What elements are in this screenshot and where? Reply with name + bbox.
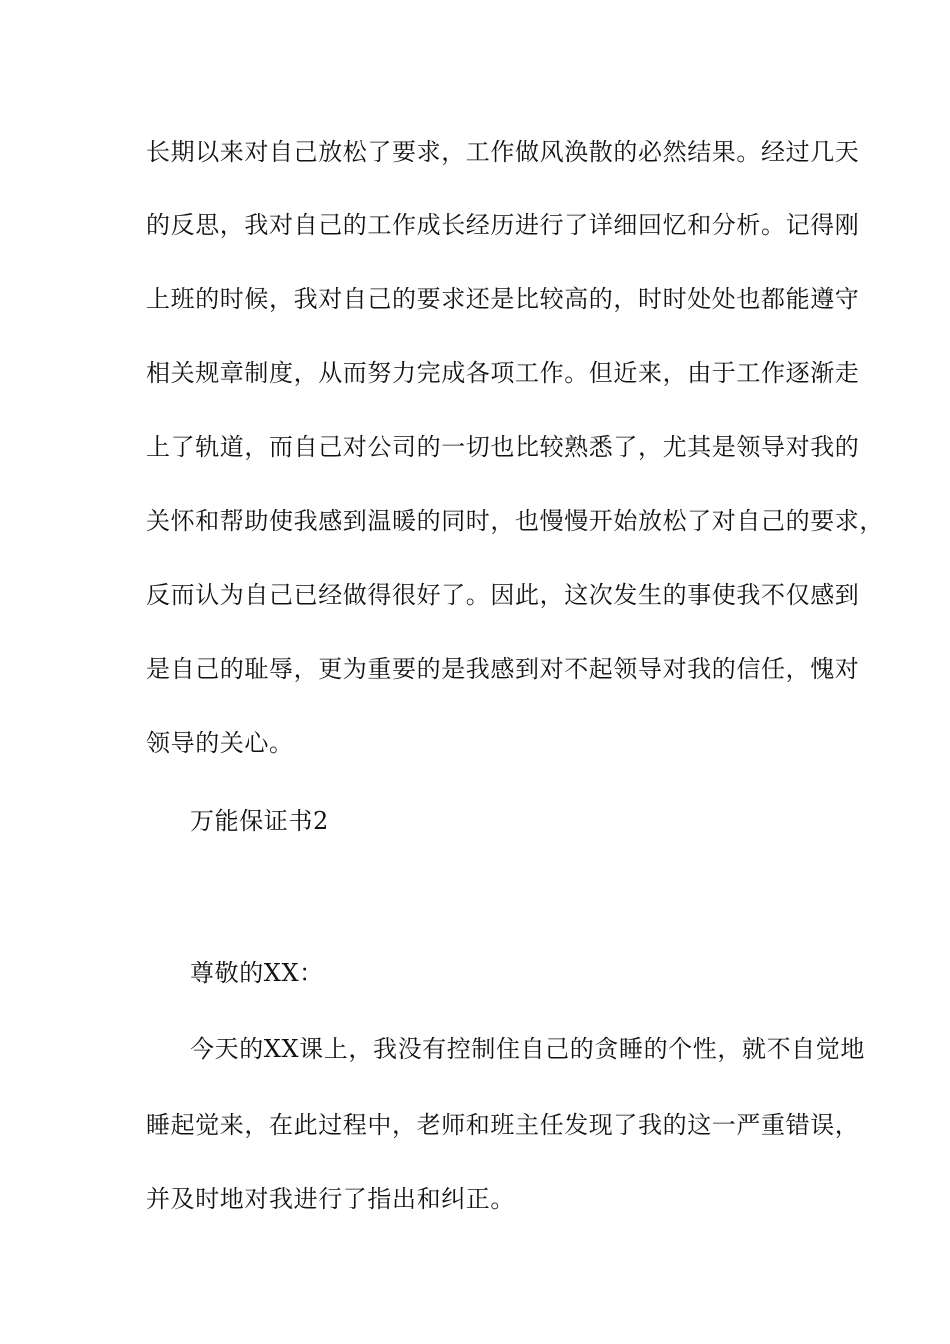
paragraph-line: 领导的关心。 <box>146 729 294 757</box>
paragraph-line: 上了轨道，而自己对公司的一切也比较熟悉了，尤其是领导对我的 <box>146 433 860 461</box>
paragraph-line: 关怀和帮助使我感到温暖的同时，也慢慢开始放松了对自己的要求， <box>146 507 884 535</box>
paragraph-line: 反而认为自己已经做得很好了。因此，这次发生的事使我不仅感到 <box>146 581 860 609</box>
paragraph-line: 今天的XX课上，我没有控制住自己的贪睡的个性，就不自觉地 <box>190 1035 865 1063</box>
paragraph-line: 的反思，我对自己的工作成长经历进行了详细回忆和分析。记得刚 <box>146 211 860 239</box>
paragraph-line: 并及时地对我进行了指出和纠正。 <box>146 1185 515 1213</box>
paragraph-line: 是自己的耻辱，更为重要的是我感到对不起领导对我的信任，愧对 <box>146 655 860 683</box>
salutation: 尊敬的XX： <box>190 959 324 987</box>
paragraph-line: 睡起觉来，在此过程中，老师和班主任发现了我的这一严重错误， <box>146 1111 860 1139</box>
paragraph-line: 上班的时候，我对自己的要求还是比较高的，时时处处也都能遵守 <box>146 285 860 313</box>
section-heading: 万能保证书2 <box>190 807 329 835</box>
paragraph-line: 相关规章制度，从而努力完成各项工作。但近来，由于工作逐渐走 <box>146 359 860 387</box>
paragraph-line: 长期以来对自己放松了要求，工作做风涣散的必然结果。经过几天 <box>146 138 860 166</box>
